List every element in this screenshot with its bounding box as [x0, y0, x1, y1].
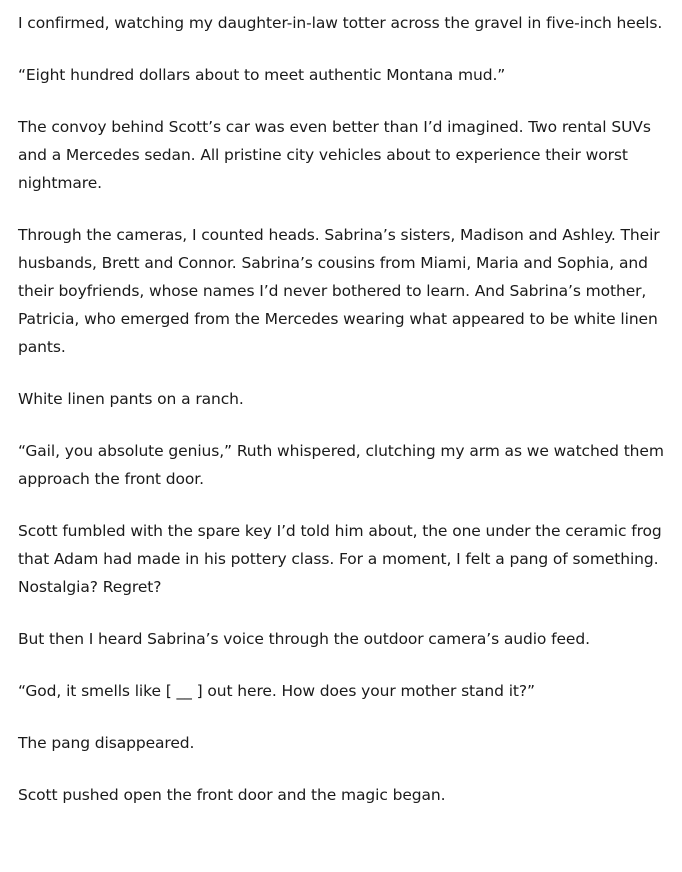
paragraph: Through the cameras, I counted heads. Sabrina’s sisters, Madison and Ashley. Their husbands, Brett and Connor. Sabrina’s cousins from Miami, Maria and Sophia, and their boyfriends, whose names I’d never bothered to learn. And Sabrina’s mother, Patricia, who emerged from the Mercedes wearing what appeared to be white linen pants.: [18, 226, 660, 356]
paragraph: But then I heard Sabrina’s voice through the outdoor camera’s audio feed.: [18, 630, 590, 648]
paragraph: Scott pushed open the front door and the magic began.: [18, 786, 446, 804]
paragraph: White linen pants on a ranch.: [18, 390, 244, 408]
paragraph: “Gail, you absolute genius,” Ruth whispered, clutching my arm as we watched them approach the front door.: [18, 442, 664, 488]
paragraph: Scott fumbled with the spare key I’d told him about, the one under the ceramic frog that Adam had made in his pottery class. For a moment, I felt a pang of something. Nostalgia? Regret?: [18, 522, 662, 596]
paragraph: The convoy behind Scott’s car was even better than I’d imagined. Two rental SUVs and a Mercedes sedan. All pristine city vehicles about to experience their worst nightmare.: [18, 118, 651, 192]
paragraph: I confirmed, watching my daughter-in-law totter across the gravel in five-inch heels.: [18, 14, 663, 32]
paragraph: “God, it smells like [ __ ] out here. How does your mother stand it?”: [18, 682, 535, 700]
paragraph: “Eight hundred dollars about to meet authentic Montana mud.”: [18, 66, 506, 84]
story-text: [18, 9, 674, 833]
paragraph: The pang disappeared.: [18, 734, 195, 752]
